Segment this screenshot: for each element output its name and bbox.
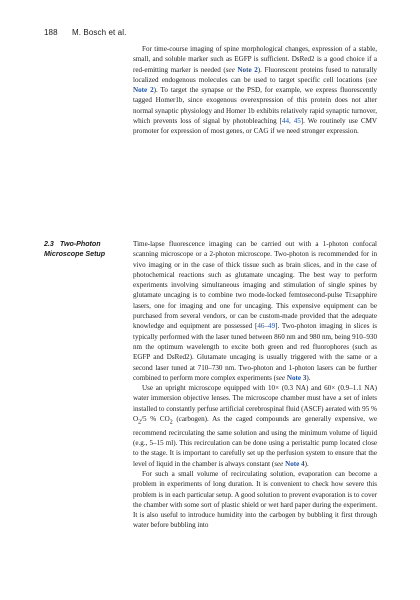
text-run: ]. Two-photon imaging in slices is typically performed with the laser tuned between 860 nm and 980 nm, being 910–930 nm the optimum wavelength to excite both green and red fluorophores (such as EGFP and DsRed2). Glutamate uncaging is usually triggered with the same or a second laser tuned at 710–730 nm. Two-photon and 1-photon lasers can be further combined to perform more complex experiments ( bbox=[133, 322, 377, 382]
subscript: 2 bbox=[169, 419, 173, 426]
section-heading bbox=[44, 239, 130, 260]
text-run: For such a small volume of recirculating solution, evaporation can become a problem in experiments of long duration. It is convenient to check how severe this problem is in each particular setup. A good solution to prevent evaporation is to cover the chamber with some sort of plastic shield or wet hard paper during the experiment. It is also useful to introduce humidity into the carbogen by bubbling it first through water before bubbling into bbox=[133, 469, 377, 530]
subscript: 2 bbox=[138, 419, 142, 426]
paragraph bbox=[133, 44, 377, 137]
page-number: 188 bbox=[44, 28, 58, 37]
text-run: ). To target the synapse or the PSD, for example, we express fluorescently tagged Homer1b, since exogenous overexpression of this protein does not alter normal synaptic physiology and Homer 1b exhibits relatively rapid synaptic turnover, which prevents loss of signal by photobleaching [ bbox=[133, 86, 377, 126]
section-title-line2: Microscope Setup bbox=[44, 250, 106, 259]
see-word: see bbox=[274, 459, 284, 468]
running-header bbox=[44, 28, 126, 37]
note-2-link[interactable]: Note 2 bbox=[237, 65, 258, 74]
section-number: 2.3 bbox=[44, 240, 54, 248]
text-run: ). bbox=[304, 459, 309, 468]
text-run: Time-lapse fluorescence imaging can be carried out with a 1-photon confocal scanning microscope or a 2-photon microscope. Two-photon is recommended for in vivo imaging or in the case of thick tissue such as brain slices, and in the case of photochemical reactions such as glutamate uncaging. The best way to perform experiments involving simultaneous imaging and stimulation of single spines by glutamate uncaging is to combine two mode-locked femtosecond-pulse Ti:sapphire lasers, one for imaging and one for uncaging. This expensive equipment can be purchased from several vendors, or can be custom-made provided that the adequate knowledge and equipment are possessed [ bbox=[133, 240, 377, 331]
citation-44-45-link[interactable]: 44, 45 bbox=[281, 117, 301, 126]
text-run: Use an upright microscope equipped with 10× (0.3 NA) and 60× (0.9–1.1 NA) water immersion objective lenses. The microscope chamber must have a set of inlets installed to constantly perfuse artificial cerebrospinal fluid (ASCF) aerated with 95 % O bbox=[133, 384, 377, 424]
paragraph bbox=[133, 469, 377, 531]
paragraph bbox=[133, 239, 377, 383]
see-word: see bbox=[276, 373, 286, 382]
section-title-line1: Two-Photon bbox=[59, 240, 101, 248]
note-2-link[interactable]: Note 2 bbox=[133, 86, 154, 95]
see-word: see bbox=[225, 65, 235, 74]
body-text-block-2 bbox=[133, 239, 377, 531]
text-run: For time-course imaging of spine morphological changes, expression of a stable, small, and soluble marker such as EGFP is sufficient. DsRed2 is a good choice if a red-emitting marker is needed ( bbox=[133, 45, 377, 74]
see-word: see bbox=[367, 75, 377, 84]
running-header-authors: M. Bosch et al. bbox=[71, 28, 127, 37]
text-run: ]. We routinely use CMV promoter for expression of most genes, or CAG if we need stronger expression. bbox=[133, 117, 377, 136]
citation-46-49-link[interactable]: 46–49 bbox=[257, 322, 276, 331]
text-run: ). Fluorescent proteins fused to naturally localized endogenous molecules can be used to target specific cell locations ( bbox=[133, 65, 377, 84]
text-run: (carbogen). As the caged compounds are generally expensive, we recommend recirculating the same solution and using the minimum volume of liquid (e.g., 5–15 ml). This recirculation can be done using a peristaltic pump located close to the stage. It is important to carefully set up the perfusion system to ensure that the level of liquid in the chamber is always constant ( bbox=[133, 415, 378, 468]
text-run: /5 % CO bbox=[141, 415, 170, 424]
note-3-link[interactable]: Note 3 bbox=[286, 373, 307, 382]
body-text-block-1 bbox=[133, 44, 377, 137]
paragraph bbox=[133, 383, 377, 469]
text-run: ). bbox=[306, 373, 311, 382]
note-4-link[interactable]: Note 4 bbox=[285, 459, 305, 468]
